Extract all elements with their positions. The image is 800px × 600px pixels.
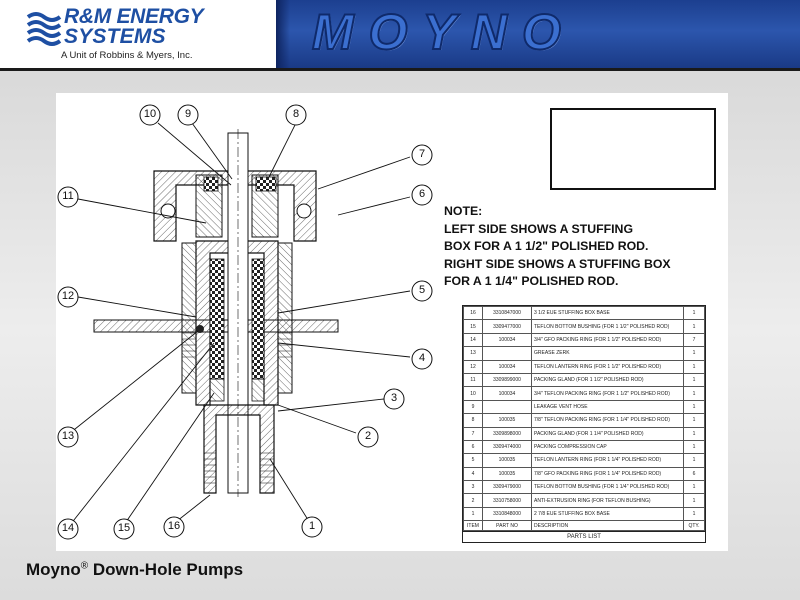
parts-cell-qty: 1 [684,307,705,320]
wave-logo-icon [26,9,62,49]
outer-sleeve-right [278,243,292,393]
parts-row [464,333,705,346]
parts-cell-qty: 1 [684,387,705,400]
parts-cell-item: 13 [464,347,483,360]
header [0,0,800,68]
parts-cell-item: 5 [464,454,483,467]
parts-cell-qty: 1 [684,507,705,520]
parts-cell-desc: PACKING GLAND (FOR 1 1/2" POLISHED ROD) [532,373,684,386]
parts-cell-desc: 3/4" TEFLON PACKING RING (FOR 1 1/2" POLISHED ROD) [532,387,684,400]
parts-header-desc: DESCRIPTION [532,521,684,531]
parts-row [464,320,705,333]
parts-cell-desc: 7/8" TEFLON PACKING RING (FOR 1 1/4" POLISHED ROD) [532,414,684,427]
parts-cell-desc: 7/8" GFO PACKING RING (FOR 1 1/4" POLISHED ROD) [532,467,684,480]
parts-row [464,440,705,453]
parts-cell-part [483,400,532,413]
parts-row [464,467,705,480]
drawing-note [444,203,728,291]
callout-12: 12 [61,290,75,302]
callout-9: 9 [184,108,192,120]
parts-cell-item: 11 [464,373,483,386]
logo-line-1: R&M ENERGY [64,5,204,28]
parts-row [464,307,705,320]
drawing-panel [56,93,728,551]
parts-row [464,414,705,427]
logo-line-2: SYSTEMS [64,25,166,48]
parts-cell-desc: 3 1/2 EUE STUFFING BOX BASE [532,307,684,320]
parts-cell-item: 12 [464,360,483,373]
parts-cell-part: 3309899000 [483,373,532,386]
outer-sleeve-left [182,243,196,393]
parts-cell-part: 3309479000 [483,481,532,494]
parts-header-qty: QTY. [684,521,705,531]
note-line-1: NOTE: [444,204,483,218]
parts-cell-item: 4 [464,467,483,480]
packing-stack-left [210,259,224,379]
parts-cell-desc: TEFLON LANTERN RING (FOR 1 1/4" POLISHED ROD) [532,454,684,467]
parts-cell-item: 9 [464,400,483,413]
parts-cell-part: 3309477000 [483,320,532,333]
parts-cell-desc: TEFLON BOTTOM BUSHING (FOR 1 1/2" POLISHED ROD) [532,320,684,333]
brand-name: MOYNO [312,4,576,60]
top-packing-right [256,177,276,191]
parts-cell-desc: TEFLON BOTTOM BUSHING (FOR 1 1/4" POLISHED ROD) [532,481,684,494]
parts-row [464,387,705,400]
parts-cell-part: 3309474000 [483,440,532,453]
parts-cell-part: 100034 [483,387,532,400]
parts-header-part: PART NO [483,521,532,531]
parts-cell-desc: PACKING COMPRESSION CAP [532,440,684,453]
company-logo [0,0,276,68]
parts-table [463,306,705,531]
parts-row [464,427,705,440]
callout-11: 11 [62,190,74,202]
parts-cell-desc: ANTI-EXTRUSION RING (FOR TEFLON BUSHING) [532,494,684,507]
callout-10: 10 [143,108,157,120]
parts-cell-part: 100035 [483,414,532,427]
callout-13: 13 [61,430,75,442]
callout-5: 5 [418,284,426,296]
note-line-5: FOR A 1 1/4" POLISHED ROD. [444,274,619,288]
parts-cell-part: 100034 [483,333,532,346]
parts-cell-item: 14 [464,333,483,346]
parts-cell-item: 3 [464,481,483,494]
parts-cell-qty: 1 [684,454,705,467]
callout-1: 1 [308,520,316,532]
parts-cell-qty: 1 [684,347,705,360]
note-line-4: RIGHT SIDE SHOWS A STUFFING BOX [444,256,671,271]
parts-cell-qty: 1 [684,320,705,333]
footer-brand: Moyno [26,560,81,579]
parts-row [464,347,705,360]
parts-cell-part [483,347,532,360]
note-line-2: LEFT SIDE SHOWS A STUFFING [444,221,634,236]
parts-cell-part: 3309898000 [483,427,532,440]
parts-row [464,507,705,520]
parts-header-item: ITEM [464,521,483,531]
bottom-bushing-right [252,379,264,401]
parts-cell-desc: 2 7/8 EUE STUFFING BOX BASE [532,507,684,520]
parts-cell-qty: 6 [684,467,705,480]
parts-cell-part: 100034 [483,360,532,373]
parts-header-row [464,521,705,531]
parts-row [464,400,705,413]
logo-subtitle: A Unit of Robbins & Myers, Inc. [61,50,193,61]
parts-cell-part: 3310758000 [483,494,532,507]
callout-4: 4 [418,352,426,364]
parts-cell-part: 100035 [483,467,532,480]
parts-cell-desc: 3/4" GFO PACKING RING (FOR 1 1/2" POLISHED ROD) [532,333,684,346]
parts-row [464,494,705,507]
parts-row [464,454,705,467]
callout-6: 6 [418,188,426,200]
bottom-bushing-left [210,379,224,401]
parts-cell-desc: GREASE ZERK [532,347,684,360]
parts-cell-part: 3310848000 [483,507,532,520]
parts-cell-item: 15 [464,320,483,333]
parts-cell-desc: LEAKAGE VENT HOSE [532,400,684,413]
title-block [550,108,716,190]
parts-cell-qty: 1 [684,427,705,440]
parts-cell-part: 3310847000 [483,307,532,320]
parts-row [464,481,705,494]
top-packing-left [204,177,218,191]
note-line-3: BOX FOR A 1 1/2" POLISHED ROD. [444,239,649,253]
parts-cell-qty: 7 [684,333,705,346]
parts-cell-qty: 1 [684,414,705,427]
parts-cell-qty: 1 [684,373,705,386]
parts-cell-item: 16 [464,307,483,320]
parts-cell-qty: 1 [684,440,705,453]
parts-cell-qty: 1 [684,400,705,413]
parts-cell-item: 1 [464,507,483,520]
registered-mark: ® [80,560,89,572]
callout-14: 14 [61,522,75,534]
callout-16: 16 [167,520,181,532]
callout-7: 7 [418,148,426,160]
parts-cell-item: 6 [464,440,483,453]
callout-3: 3 [390,392,398,404]
brand-banner [276,0,800,68]
callout-2: 2 [364,430,372,442]
parts-cell-item: 8 [464,414,483,427]
parts-cell-qty: 1 [684,360,705,373]
parts-cell-item: 7 [464,427,483,440]
parts-row [464,373,705,386]
callout-15: 15 [117,522,131,534]
parts-cell-item: 10 [464,387,483,400]
parts-cell-desc: TEFLON LANTERN RING (FOR 1 1/2" POLISHED ROD) [532,360,684,373]
parts-cell-qty: 1 [684,494,705,507]
cap-bolt-right [297,204,311,218]
callout-8: 8 [292,108,300,120]
footer-title [26,560,243,580]
parts-list-caption: PARTS LIST [463,531,705,542]
parts-row [464,360,705,373]
parts-cell-desc: PACKING GLAND (FOR 1 1/4" POLISHED ROD) [532,427,684,440]
parts-list [462,305,706,543]
parts-cell-part: 100035 [483,454,532,467]
header-divider [0,68,800,71]
parts-cell-qty: 1 [684,481,705,494]
parts-cell-item: 2 [464,494,483,507]
packing-stack-right [252,259,264,379]
footer-title-rest: Down-Hole Pumps [88,560,244,579]
